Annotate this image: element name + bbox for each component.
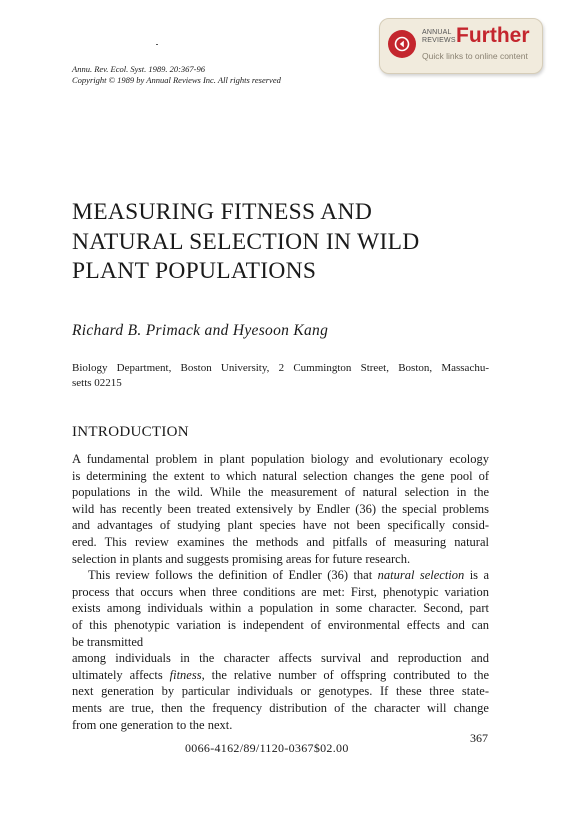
body-line-italic: ultimately affects fitness, the relative number of offspring contributed to the [72, 667, 489, 682]
page-number: 367 [470, 731, 488, 745]
section-heading: INTRODUCTION [72, 424, 189, 440]
body-line-italic: This review follows the definition of Endler (36) that natural selection is a [88, 568, 489, 583]
body-line: be transmitted [72, 634, 144, 649]
body-line: process that occurs when three conditions are met: First, phenotypic variation [72, 584, 489, 599]
arrow-left-icon [394, 36, 410, 52]
body-line: ments are true, then the frequency distribution of the character will change [72, 700, 489, 715]
body-line: ered. This review examines the methods and pitfalls of measuring natural [72, 534, 489, 549]
article-title [72, 198, 492, 287]
author-affiliation [72, 361, 489, 391]
body-line: selection in plants and suggests promising areas for future research. [72, 551, 411, 566]
further-logo-icon [388, 30, 416, 58]
body-line: A fundamental problem in plant population biology and evolutionary ecology [72, 452, 489, 466]
body-line: populations in the wild. While the measurement of natural selection in the [72, 485, 489, 500]
body-line: wild has recently been treated extensively by Endler (36) the special problems [72, 501, 489, 516]
annual-label: ANNUAL [422, 29, 452, 36]
speck-mark [156, 44, 158, 45]
body-line: next generation by particular individuals or genotypes. If these three state- [72, 684, 489, 699]
quick-links-label: Quick links to online content [422, 51, 528, 61]
annual-reviews-wordmark [422, 29, 456, 45]
body-line: from one generation to the next. [72, 717, 233, 732]
journal-line: Annu. Rev. Ecol. Syst. 1989. 20:367-96 [72, 64, 205, 74]
affiliation-line: setts 02215 [72, 377, 122, 389]
title-line: NATURAL SELECTION IN WILD [72, 228, 420, 255]
journal-citation [72, 64, 281, 86]
article-authors: Richard B. Primack and Hyesoon Kang [72, 322, 329, 339]
further-label: Further [456, 24, 530, 47]
copyright-line: Copyright © 1989 by Annual Reviews Inc. All rights reserved [72, 75, 281, 85]
annual-reviews-further-badge[interactable] [379, 18, 543, 74]
body-line: exists among individuals within a population in some character. Second, part [72, 601, 489, 616]
article-code: 0066-4162/89/1120-0367$02.00 [185, 741, 349, 755]
title-line: PLANT POPULATIONS [72, 258, 317, 284]
body-line: of this phenotypic variation is independent of environmental effects and can [72, 617, 489, 632]
affiliation-line: Biology Department, Boston University, 2 Cummington Street, Boston, Massachu- [72, 362, 489, 374]
reviews-label: REVIEWS [422, 37, 456, 44]
body-line: and advantages of studying plant species have not been specifically consid- [72, 518, 489, 533]
title-line: MEASURING FITNESS AND [72, 199, 373, 225]
body-text [72, 451, 489, 733]
body-line: is determining the extent to which natural selection changes the gene pool of [72, 468, 489, 483]
body-line: among individuals in the character affects survival and reproduction and [72, 651, 489, 666]
